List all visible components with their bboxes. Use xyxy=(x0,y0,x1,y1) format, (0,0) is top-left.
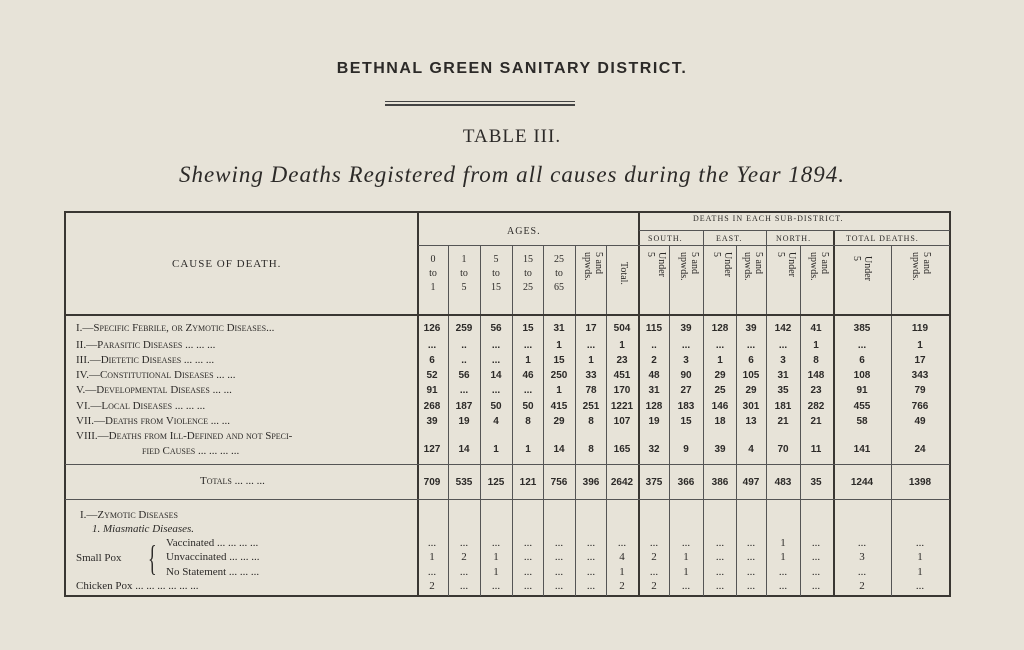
table-cell: 105 xyxy=(742,370,760,381)
table-cell: ... xyxy=(681,340,691,351)
age-col-header-part: 0 xyxy=(430,254,436,265)
table-cell: 187 xyxy=(455,401,473,412)
table-cell: 709 xyxy=(423,477,441,488)
table-cell: ... xyxy=(523,385,533,396)
north-under5-header: Under 5 xyxy=(775,252,797,277)
south-header: SOUTH. xyxy=(648,234,683,243)
table-cell: 35 xyxy=(810,477,822,488)
table-cell: 1 xyxy=(493,444,499,455)
table-cell: 3 xyxy=(780,355,786,366)
table-cell: ... xyxy=(491,580,501,592)
table-cell: 126 xyxy=(423,323,441,334)
table-cell: 1 xyxy=(556,340,562,351)
table-cell: 91 xyxy=(856,385,868,396)
table-cell: 1 xyxy=(525,444,531,455)
table-cell: 29 xyxy=(745,385,757,396)
table-cell: ... xyxy=(523,566,533,578)
table-cell: ... xyxy=(915,580,925,592)
table-cell: 15 xyxy=(522,323,534,334)
row-label: III.—Dietetic Diseases ... ... ... xyxy=(76,354,215,366)
table-cell: ... xyxy=(427,340,437,351)
table-cell: 2 xyxy=(859,580,865,592)
table-cell: ... xyxy=(811,551,821,563)
table-cell: 183 xyxy=(677,401,695,412)
age-col-header xyxy=(544,253,574,295)
table-cell: 2 xyxy=(429,580,435,592)
table-cell: 268 xyxy=(423,401,441,412)
table-cell: 3 xyxy=(683,355,689,366)
table-cell: 14 xyxy=(490,370,502,381)
total-deaths-header: TOTAL DEATHS. xyxy=(846,234,919,243)
age-col-header-part: to xyxy=(492,268,500,279)
table-cell: 535 xyxy=(455,477,473,488)
table-cell: 343 xyxy=(911,370,929,381)
table-cell: 31 xyxy=(648,385,660,396)
table-cell: 1 xyxy=(619,566,625,578)
east-5up-header: 5 and upwds. xyxy=(742,252,764,281)
table-cell: 6 xyxy=(748,355,754,366)
table-cell: 251 xyxy=(582,401,600,412)
table-cell: 15 xyxy=(680,416,692,427)
table-cell: 1 xyxy=(588,355,594,366)
age-col-header-part: 65 xyxy=(554,282,564,293)
table-cell: ... xyxy=(681,537,691,549)
table-cell: 2 xyxy=(651,551,657,563)
north-5up-header: 5 and upwds. xyxy=(808,252,830,281)
table-cell: 1398 xyxy=(908,477,932,488)
age-col-header-part: 15 xyxy=(523,254,533,265)
table-cell: ... xyxy=(427,537,437,549)
table-cell: 396 xyxy=(582,477,600,488)
table-cell: 13 xyxy=(745,416,757,427)
table-cell: 23 xyxy=(810,385,822,396)
table-cell: ... xyxy=(523,340,533,351)
table-cell: ... xyxy=(811,566,821,578)
table-cell: 23 xyxy=(616,355,628,366)
age-col-header xyxy=(418,253,448,295)
table-cell: 6 xyxy=(429,355,435,366)
table-cell: ... xyxy=(491,537,501,549)
table-cell: 4 xyxy=(619,551,625,563)
header-divider xyxy=(65,314,950,316)
table-cell: ... xyxy=(778,566,788,578)
row-label: V.—Developmental Diseases ... ... xyxy=(76,384,232,396)
row-divider xyxy=(65,464,950,465)
table-cell: 33 xyxy=(585,370,597,381)
table-cell: 170 xyxy=(613,385,631,396)
table-cell: ... xyxy=(715,580,725,592)
table-cell: 39 xyxy=(680,323,692,334)
table-cell: 29 xyxy=(714,370,726,381)
table-cell: ... xyxy=(617,537,627,549)
table-cell: ... xyxy=(523,537,533,549)
table-title: TABLE III. xyxy=(462,126,562,147)
zymotic-heading: I.—Zymotic Diseases xyxy=(80,509,178,521)
table-cell: ... xyxy=(778,580,788,592)
table-cell: ... xyxy=(715,551,725,563)
table-cell: ... xyxy=(491,355,501,366)
table-cell: 2 xyxy=(651,355,657,366)
table-cell: 8 xyxy=(813,355,819,366)
total-header: Total. xyxy=(618,262,629,285)
table-cell: 21 xyxy=(810,416,822,427)
table-cell: 78 xyxy=(585,385,597,396)
age-col-header-part: 25 xyxy=(554,254,564,265)
age-col-header-part: to xyxy=(460,268,468,279)
table-cell: 1 xyxy=(556,385,562,396)
table-cell: ... xyxy=(778,340,788,351)
table-cell: 2 xyxy=(651,580,657,592)
table-cell: 2642 xyxy=(610,477,634,488)
table-cell: 39 xyxy=(714,444,726,455)
table-cell: ... xyxy=(857,566,867,578)
table-cell: ... xyxy=(746,551,756,563)
table-cell: 125 xyxy=(487,477,505,488)
east-header: EAST. xyxy=(716,234,743,243)
east-under5-header: Under 5 xyxy=(711,252,733,277)
table-subtitle: Shewing Deaths Registered from all causes during the Year 1894. xyxy=(178,162,846,187)
table-cell: 19 xyxy=(648,416,660,427)
table-cell: 1 xyxy=(917,551,923,563)
table-cell: 91 xyxy=(426,385,438,396)
table-cell: 146 xyxy=(711,401,729,412)
table-cell: 1 xyxy=(917,340,923,351)
table-cell: 1 xyxy=(619,340,625,351)
table-cell: 17 xyxy=(585,323,597,334)
north-header: NORTH. xyxy=(776,234,812,243)
age-col-header-part: 15 xyxy=(491,282,501,293)
table-cell: ... xyxy=(523,551,533,563)
table-cell: ... xyxy=(746,566,756,578)
smallpox-label: Small Pox xyxy=(76,552,122,564)
table-cell: ... xyxy=(715,566,725,578)
table-cell: 1 xyxy=(917,566,923,578)
table-cell: ... xyxy=(715,537,725,549)
table-cell: 108 xyxy=(853,370,871,381)
table-cell: ... xyxy=(811,537,821,549)
table-cell: ... xyxy=(649,537,659,549)
row-label: II.—Parasitic Diseases ... ... ... xyxy=(76,339,216,351)
table-cell: 39 xyxy=(745,323,757,334)
table-cell: 32 xyxy=(648,444,660,455)
divider-rule xyxy=(385,101,575,102)
table-cell: ... xyxy=(811,580,821,592)
table-cell: .. xyxy=(461,355,467,366)
table-cell: ... xyxy=(491,385,501,396)
table-cell: 24 xyxy=(914,444,926,455)
table-cell: ... xyxy=(649,566,659,578)
table-cell: 127 xyxy=(423,444,441,455)
table-cell: 1 xyxy=(780,551,786,563)
table-cell: 8 xyxy=(588,444,594,455)
age-65-up-header: 5 and upwds. xyxy=(582,252,604,281)
table-cell: 375 xyxy=(645,477,663,488)
table-cell: ... xyxy=(681,580,691,592)
table-cell: ... xyxy=(554,537,564,549)
table-cell: ... xyxy=(715,340,725,351)
table-cell: 451 xyxy=(613,370,631,381)
table-cell: 35 xyxy=(777,385,789,396)
row-divider xyxy=(65,499,950,500)
table-cell: ... xyxy=(746,537,756,549)
table-cell: 49 xyxy=(914,416,926,427)
table-cell: 1 xyxy=(493,566,499,578)
row-label: IV.—Constitutional Diseases ... ... xyxy=(76,369,236,381)
table-cell: 52 xyxy=(426,370,438,381)
cause-header: CAUSE OF DEATH. xyxy=(172,258,282,270)
row-label: VII.—Deaths from Violence ... ... xyxy=(76,415,230,427)
table-cell: 483 xyxy=(774,477,792,488)
age-col-header xyxy=(481,253,511,295)
table-cell: ... xyxy=(554,566,564,578)
table-cell: ... xyxy=(523,580,533,592)
age-col-header-part: 1 xyxy=(430,282,436,293)
table-cell: 21 xyxy=(777,416,789,427)
smallpox-brace: { xyxy=(148,538,157,578)
table-cell: 1 xyxy=(717,355,723,366)
total-under5-header: Under 5 xyxy=(851,256,873,281)
table-cell: 121 xyxy=(519,477,537,488)
table-cell: 301 xyxy=(742,401,760,412)
table-cell: 756 xyxy=(550,477,568,488)
table-cell: 1221 xyxy=(610,401,634,412)
table-cell: ... xyxy=(427,566,437,578)
table-cell: 18 xyxy=(714,416,726,427)
col-divider xyxy=(891,246,892,596)
table-cell: ... xyxy=(857,340,867,351)
south-5up-header: 5 and upwds. xyxy=(678,252,700,281)
table-cell: 119 xyxy=(911,323,929,334)
row-label: I.—Specific Febrile, or Zymotic Diseases... xyxy=(76,322,275,334)
table-cell: 15 xyxy=(553,355,565,366)
table-cell: 1 xyxy=(780,537,786,549)
age-col-header-part: 1 xyxy=(461,254,467,265)
table-cell: ... xyxy=(857,537,867,549)
table-cell: 58 xyxy=(856,416,868,427)
divider-rule xyxy=(385,104,575,106)
table-cell: 386 xyxy=(711,477,729,488)
table-cell: 4 xyxy=(748,444,754,455)
row-label: Chicken Pox ... ... ... ... ... ... xyxy=(76,580,199,592)
table-cell: 259 xyxy=(455,323,473,334)
table-cell: 142 xyxy=(774,323,792,334)
table-cell: 455 xyxy=(853,401,871,412)
table-cell: 1 xyxy=(813,340,819,351)
age-col-header-part: to xyxy=(555,268,563,279)
table-cell: 56 xyxy=(490,323,502,334)
table-cell: 79 xyxy=(914,385,926,396)
row-label: No Statement ... ... ... xyxy=(166,566,260,578)
table-cell: 128 xyxy=(645,401,663,412)
row-label: Totals ... ... ... xyxy=(200,475,265,487)
table-cell: 9 xyxy=(683,444,689,455)
table-cell: 1 xyxy=(429,551,435,563)
table-cell: 115 xyxy=(645,323,663,334)
age-col-header-part: to xyxy=(429,268,437,279)
table-cell: 504 xyxy=(613,323,631,334)
table-cell: .. xyxy=(461,340,467,351)
table-cell: 50 xyxy=(490,401,502,412)
table-cell: 1 xyxy=(525,355,531,366)
table-cell: 366 xyxy=(677,477,695,488)
table-cell: 128 xyxy=(711,323,729,334)
table-cell: 1 xyxy=(683,566,689,578)
table-cell: 90 xyxy=(680,370,692,381)
table-cell: 1244 xyxy=(850,477,874,488)
ages-header: AGES. xyxy=(507,226,541,237)
table-cell: 282 xyxy=(807,401,825,412)
table-cell: 415 xyxy=(550,401,568,412)
table-cell: 2 xyxy=(461,551,467,563)
table-cell: ... xyxy=(746,340,756,351)
table-cell: ... xyxy=(554,580,564,592)
table-cell: 56 xyxy=(458,370,470,381)
row-label: fied Causes ... ... ... ... xyxy=(142,445,240,457)
table-cell: ... xyxy=(459,537,469,549)
table-cell: 70 xyxy=(777,444,789,455)
table-cell: 4 xyxy=(493,416,499,427)
table-cell: 25 xyxy=(714,385,726,396)
table-cell: 31 xyxy=(777,370,789,381)
table-cell: 19 xyxy=(458,416,470,427)
table-cell: 6 xyxy=(859,355,865,366)
table-cell: 31 xyxy=(553,323,565,334)
table-cell: 8 xyxy=(588,416,594,427)
row-label: VI.—Local Diseases ... ... ... xyxy=(76,400,206,412)
table-cell: 385 xyxy=(853,323,871,334)
table-cell: 497 xyxy=(742,477,760,488)
age-col-header xyxy=(449,253,479,295)
miasmatic-subheading: 1. Miasmatic Diseases. xyxy=(92,523,195,535)
table-cell: 766 xyxy=(911,401,929,412)
table-cell: 181 xyxy=(774,401,792,412)
table-cell: ... xyxy=(586,340,596,351)
table-cell: 141 xyxy=(853,444,871,455)
table-cell: 3 xyxy=(859,551,865,563)
table-cell: 1 xyxy=(493,551,499,563)
row-divider xyxy=(639,230,950,231)
table-cell: 14 xyxy=(553,444,565,455)
age-col-header-part: 25 xyxy=(523,282,533,293)
table-cell: 165 xyxy=(613,444,631,455)
table-cell: 250 xyxy=(550,370,568,381)
table-cell: 1 xyxy=(683,551,689,563)
table-cell: ... xyxy=(586,551,596,563)
total-5up-header: 5 and upwds. xyxy=(910,252,932,281)
table-cell: ... xyxy=(915,537,925,549)
table-cell: 148 xyxy=(807,370,825,381)
row-divider xyxy=(418,245,950,246)
table-cell: .. xyxy=(651,340,657,351)
age-col-header-part: 5 xyxy=(493,254,499,265)
table-cell: ... xyxy=(491,340,501,351)
table-cell: 39 xyxy=(426,416,438,427)
table-cell: 46 xyxy=(522,370,534,381)
table-cell: 50 xyxy=(522,401,534,412)
age-col-header-part: to xyxy=(524,268,532,279)
table-cell: ... xyxy=(746,580,756,592)
table-cell: 17 xyxy=(914,355,926,366)
table-cell: 11 xyxy=(810,444,822,455)
row-label: VIII.—Deaths from Ill-Defined and not Speci- xyxy=(76,430,293,442)
table-cell: ... xyxy=(459,385,469,396)
row-label: Unvaccinated ... ... ... xyxy=(166,551,260,563)
table-cell: ... xyxy=(554,551,564,563)
table-cell: 27 xyxy=(680,385,692,396)
table-cell: 2 xyxy=(619,580,625,592)
table-cell: ... xyxy=(586,537,596,549)
district-header: BETHNAL GREEN SANITARY DISTRICT. xyxy=(336,60,688,77)
table-cell: 41 xyxy=(810,323,822,334)
table-cell: 29 xyxy=(553,416,565,427)
age-col-header-part: 5 xyxy=(461,282,467,293)
table-cell: 107 xyxy=(613,416,631,427)
table-cell: 14 xyxy=(458,444,470,455)
table-cell: ... xyxy=(459,566,469,578)
table-cell: ... xyxy=(459,580,469,592)
table-cell: ... xyxy=(586,566,596,578)
row-label: Vaccinated ... ... ... ... xyxy=(166,537,259,549)
table-cell: 48 xyxy=(648,370,660,381)
south-under5-header: Under 5 xyxy=(645,252,667,277)
table-cell: 8 xyxy=(525,416,531,427)
age-col-header xyxy=(513,253,543,295)
subdistrict-header: DEATHS IN EACH SUB-DISTRICT. xyxy=(693,214,844,223)
table-cell: ... xyxy=(586,580,596,592)
